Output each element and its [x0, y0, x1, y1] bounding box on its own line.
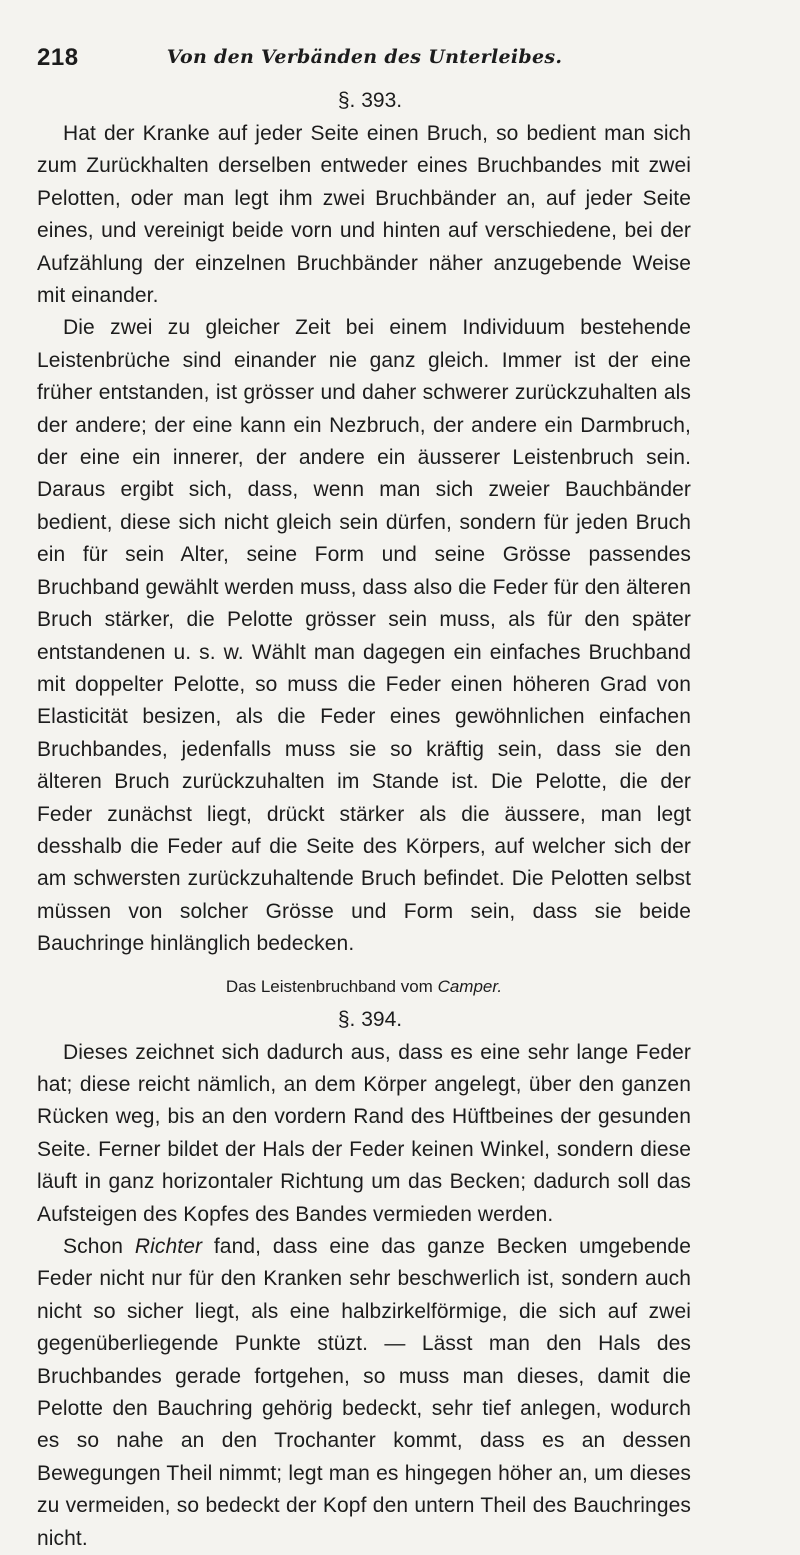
- page-body: [37, 88, 691, 1555]
- paragraph: Hat der Kranke auf jeder Seite einen Bruch, so bedient man sich zum Zurückhalten derselben entweder eines Bruchbandes mit zwei Pelotten, oder man legt ihm zwei Bruchbänder an, auf jeder Seite eines, und vereinigt beide vorn und hinten auf verschiedene, bei der Aufzählung der einzelnen Bruchbänder näher anzugebende Weise mit einander.: [37, 122, 691, 308]
- page-number: 218: [37, 44, 79, 71]
- section-heading-394: §. 394.: [337, 1007, 403, 1031]
- subheading-text: Das Leistenbruchband vom: [225, 976, 438, 996]
- paragraph-text: Schon: [63, 1235, 135, 1258]
- paragraph: [37, 1231, 691, 1555]
- author-name-richter: Richter: [134, 1235, 203, 1258]
- running-title: Von den Verbänden des Unterleibes.: [166, 46, 563, 68]
- section-heading-393: §. 393.: [337, 89, 403, 112]
- paragraph: Dieses zeichnet sich dadurch aus, dass es eine sehr lange Feder hat; diese reicht nämlich, an dem Körper angelegt, über den ganzen Rücken weg, bis an den vordern Rand des Hüftbeines der gesunden Seite. Ferner bildet der Hals der Feder keinen Winkel, sondern diese läuft in ganz horizontaler Richtung um das Becken; dadurch soll das Aufsteigen des Kopfes des Bandes vermieden werden.: [37, 1040, 691, 1226]
- paragraph: Die zwei zu gleicher Zeit bei einem Individuum bestehende Leistenbrüche sind einander nie ganz gleich. Immer ist der eine früher entstanden, ist grösser und daher schwerer zurückzuhalten als der andere; der eine kann ein Nezbruch, der andere ein Darmbruch, der eine ein innerer, der andere ein äusserer Leistenbruch sein. Daraus ergibt sich, dass, wenn man sich zweier Bauchbänder bedient, diese sich nicht gleich sein dürfen, sondern für jeden Bruch ein für sein Alter, seine Form und seine Grösse passendes Bruchband gewählt werden muss, dass also die Feder für den älteren Bruch stärker, die Pelotte grösser sein muss, als für den später entstandenen u. s. w. Wählt man dagegen ein einfaches Bruchband mit doppelter Pelotte, so muss die Feder einen höheren Grad von Elasticität besizen, als die Feder eines gewöhnlichen einfachen Bruchbandes, jedenfalls muss sie so kräftig sein, dass sie den älteren Bruch zurückzuhalten im Stande ist. Die Pelotte, die der Feder zunächst liegt, drückt stärker als die äussere, man legt desshalb die Feder auf die Seite des Körpers, auf welcher sich der am schwersten zurückzuhaltende Bruch befindet. Die Pelotten selbst müssen von solcher Grösse und Form sein, dass sie beide Bauchringe hinlänglich bedecken.: [37, 316, 691, 956]
- subheading-camper-truss: [37, 973, 691, 1001]
- paragraph-text: fand, dass eine das ganze Becken umgebende Feder nicht nur für den Kranken sehr beschwerlich ist, sondern auch nicht so sicher liegt, als eine halbzirkelförmige, die sich auf zwei gegenüberliegende Punkte stüzt. — Lässt man den Hals des Bruchbandes gerade fortgehen, so muss man dieses, damit die Pelotte den Bauchring gehörig bedeckt, sehr tief anlegen, wodurch es so nahe an den Trochanter kommt, dass es an dessen Bewegungen Theil nimmt; legt man es hingegen höher an, um dieses zu vermeiden, so bedeckt der Kopf den untern Theil des Bauchringes nicht.: [37, 1235, 691, 1550]
- page-header: [37, 44, 692, 74]
- subheading-author-name: Camper.: [437, 976, 503, 996]
